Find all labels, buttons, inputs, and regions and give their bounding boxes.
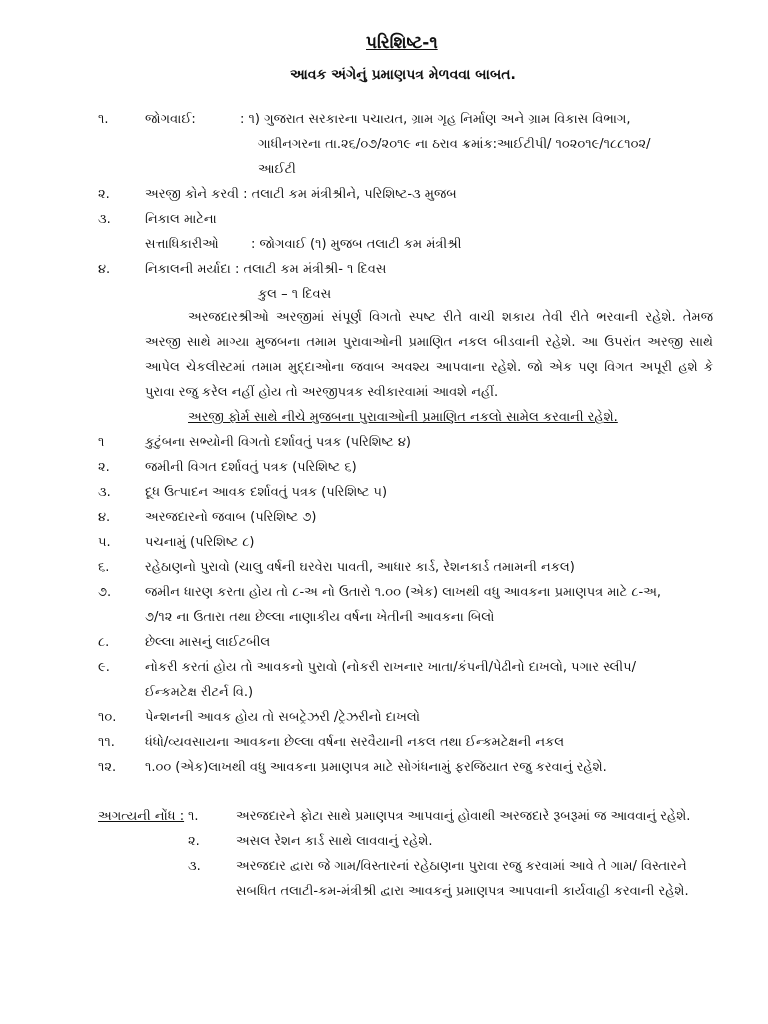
- page-title: પરિશિષ્ટ-૧: [366, 33, 438, 53]
- documents-heading: અરજી ફોર્મ સાથે નીચે મુજબના પુરાવાઓની પ્રમાણિત નકલો સામેલ કરવાની રહેશે.: [188, 410, 618, 425]
- list-item: પચનામું (પરિશિષ્ટ ૮): [145, 535, 255, 550]
- note-item: અસલ રેશન કાર્ડ સાથે લાવવાનું રહેશે.: [236, 834, 433, 849]
- list-item: રહેઠાણનો પુરાવો (ચાલુ વર્ષની ઘરવેરા પાવતી, આધાર કાર્ડ, રેશનકાર્ડ તમામની નકલ): [145, 560, 575, 575]
- instructions-paragraph: અરજદારશ્રીઓ અરજીમાં સંપૂર્ણ વિગતો સ્પષ્ટ રીતે વાચી શકાય તેવી રીતે ભરવાની રહેશે. તેમજ અરજી સાથે માગ્યા મુજબના તમામ પુરાવાઓની પ્રમાણિત નકલ બીડવાની રહેશે. આ ઉપરાંત અરજી સાથે આપેલ ચેકલીસ્ટમાં તમામ મુદ્દાઓના જવાબ અવશ્ય આપવાના રહેશે. જો એક પણ વિગત અપૂરી હશે કે પુરાવા રજુ કરેલ નહીં હોય તો અરજીપત્રક સ્વીકારવામાં આવશે નહીં.: [145, 310, 713, 400]
- list-item: ધંધો/વ્યવસાયના આવકના છેલ્લા વર્ષના સરવૈયાની નકલ તથા ઈન્કમટેક્ષની નકલ: [145, 735, 565, 750]
- item-text-line: કુલ – ૧ દિવસ: [258, 287, 332, 302]
- list-item-number: ૨.: [98, 460, 110, 475]
- note-number: ૧.: [188, 809, 199, 824]
- list-item-number: ૩.: [98, 485, 111, 500]
- list-item-continuation: ઈન્કમટેક્ષ રીટર્ન વિ.): [145, 685, 254, 700]
- list-item-number: ૭.: [98, 585, 112, 600]
- item-text-line: : જોગવાઈ (૧) મુજબ તલાટી કમ મંત્રીશ્રી: [251, 237, 462, 252]
- note-number: ૨.: [188, 834, 200, 849]
- list-item: દૂધ ઉત્પાદન આવક દર્શાવતું પત્રક (પરિશિષ્ટ ૫): [145, 485, 388, 500]
- list-item: કુટુંબના સભ્યોની વિગતો દર્શાવતું પત્રક (પરિશિષ્ટ ૪): [145, 435, 411, 450]
- item-text-line: નિકાલની મર્યાદા : તલાટી કમ મંત્રીશ્રી- ૧ દિવસ: [145, 262, 387, 277]
- list-item-number: ૯.: [98, 660, 110, 675]
- item-number: ૧.: [98, 112, 109, 127]
- list-item-number: ૧૦.: [98, 710, 117, 725]
- note-item: અરજદાર દ્વારા જે ગામ/વિસ્તારનાં રહેઠાણના પુરાવા રજુ કરવામાં આવે તે ગામ/ વિસ્તારને: [236, 859, 687, 874]
- item-label: સત્તાધિકારીઓ: [145, 237, 219, 252]
- item-text-line: નિકાલ માટેના: [145, 212, 217, 227]
- list-item-number: ૬.: [98, 560, 110, 575]
- note-item-continuation: સબધિત તલાટી-કમ-મંત્રીશ્રી દ્વારા આવકનું પ્રમાણપત્ર આપવાની કાર્યવાહી કરવાની રહેશે.: [236, 884, 689, 899]
- note-number: ૩.: [188, 859, 201, 874]
- list-item: જમીન ધારણ કરતા હોય તો ૮-અ નો ઉતારો ૧.૦૦ (એક) લાખથી વધુ આવકના પ્રમાણપત્ર માટે ૮-અ,: [145, 585, 662, 600]
- item-text-line: : ૧) ગુજરાત સરકારના પચાયત, ગ્રામ ગૃહ નિર્માણ અને ગ્રામ વિકાસ વિભાગ,: [240, 112, 631, 127]
- list-item-number: ૧: [98, 435, 105, 450]
- list-item: પેન્શનની આવક હોય તો સબટ્રેઝરી /ટ્રેઝરીનો દાખલો: [145, 710, 420, 725]
- list-item-number: ૧૧.: [98, 735, 115, 750]
- list-item: છેલ્લા માસનું લાઈટબીલ: [145, 635, 271, 650]
- list-item-number: ૧૨.: [98, 760, 117, 775]
- item-number: ૩.: [98, 212, 111, 227]
- page-subtitle: આવક અંગેનું પ્રમાણપત્ર મેળવવા બાબત.: [290, 67, 516, 83]
- item-text-line: ગાધીનગરના તા.૨૬/૦૭/૨૦૧૯ ના ઠરાવ ક્રમાંક:આઈટીપી/ ૧૦૨૦૧૯/૧૮૮૧૦૨/: [258, 137, 651, 152]
- item-text-line: અરજી કોને કરવી : તલાટી કમ મંત્રીશ્રીને, પરિશિષ્ટ-૩ મુજબ: [145, 187, 457, 202]
- list-item: જમીની વિગત દર્શાવતું પત્રક (પરિશિષ્ટ ૬): [145, 460, 357, 475]
- list-item-number: ૮.: [98, 635, 110, 650]
- item-number: ૪.: [98, 262, 111, 277]
- list-item: નોકરી કરતાં હોય તો આવકનો પુરાવો (નોકરી રાખનાર ખાતા/કંપની/પેઢીનો દાખલો, પગાર સ્લીપ/: [145, 660, 636, 675]
- note-item: અરજદારને ફોટા સાથે પ્રમાણપત્ર આપવાનું હોવાથી અરજદારે રૂબરૂમાં જ આવવાનું રહેશે.: [236, 809, 691, 824]
- notes-label: અગત્યની નોંધ :: [98, 809, 185, 824]
- list-item: અરજદારનો જવાબ (પરિશિષ્ટ ૭): [145, 510, 317, 525]
- list-item-continuation: ૭/૧૨ ના ઉતારા તથા છેલ્લા નાણાકીય વર્ષના ખેતીની આવકના બિલો: [145, 610, 495, 625]
- item-text-line: આઈટી: [258, 162, 296, 177]
- list-item: ૧.૦૦ (એક)લાખથી વધુ આવકના પ્રમાણપત્ર માટે સોગંધનામું ફરજિયાત રજુ કરવાનું રહેશે.: [145, 760, 607, 775]
- item-number: ૨.: [98, 187, 110, 202]
- list-item-number: ૪.: [98, 510, 111, 525]
- list-item-number: ૫.: [98, 535, 111, 550]
- item-label: જોગવાઈ:: [145, 112, 196, 127]
